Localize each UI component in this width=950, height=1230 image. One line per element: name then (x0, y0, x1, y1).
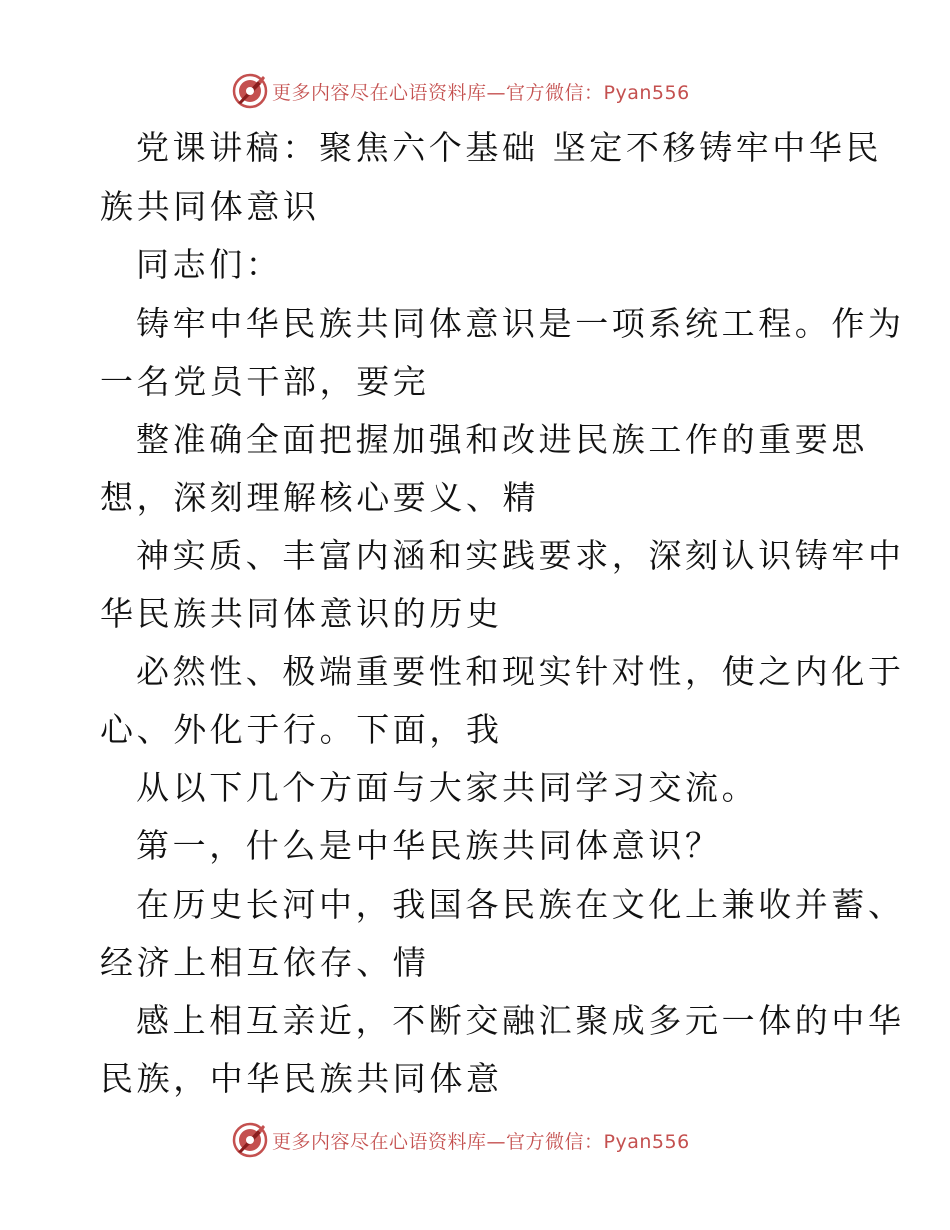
paragraph-line: 华民族共同体意识的历史 (100, 594, 503, 633)
paragraph-line: 心、外化于行。下面，我 (100, 710, 503, 749)
paragraph-line: 想，深刻理解核心要义、精 (100, 478, 540, 517)
paragraph-line: 经济上相互依存、情 (100, 943, 430, 982)
paragraph-line: 从以下几个方面与大家共同学习交流。 (136, 768, 759, 807)
paragraph-line: 民族，中华民族共同体意 (100, 1059, 503, 1098)
banner-text: 更多内容尽在心语资料库—官方微信：Pyan556 (272, 1130, 690, 1153)
document-title-line-2: 族共同体意识 (100, 187, 320, 226)
banner-text: 更多内容尽在心语资料库—官方微信：Pyan556 (272, 81, 690, 104)
footer-banner (232, 1120, 690, 1160)
header-banner (232, 71, 690, 111)
paragraph-line: 必然性、极端重要性和现实针对性，使之内化于 (136, 652, 905, 691)
document-title-line-1: 党课讲稿：聚焦六个基础 坚定不移铸牢中华民 (136, 128, 883, 167)
quill-pen-logo-icon (232, 73, 268, 109)
paragraph-line: 整准确全面把握加强和改进民族工作的重要思 (136, 420, 868, 459)
paragraph-line: 一名党员干部，要完 (100, 362, 430, 401)
quill-pen-logo-icon (232, 1122, 268, 1158)
salutation: 同志们： (136, 245, 283, 284)
section-heading: 第一，什么是中华民族共同体意识？ (136, 826, 722, 865)
paragraph-line: 铸牢中华民族共同体意识是一项系统工程。作为 (136, 304, 905, 343)
paragraph-line: 在历史长河中，我国各民族在文化上兼收并蓄、 (136, 885, 905, 924)
paragraph-line: 神实质、丰富内涵和实践要求，深刻认识铸牢中 (136, 536, 905, 575)
paragraph-line: 感上相互亲近，不断交融汇聚成多元一体的中华 (136, 1001, 905, 1040)
